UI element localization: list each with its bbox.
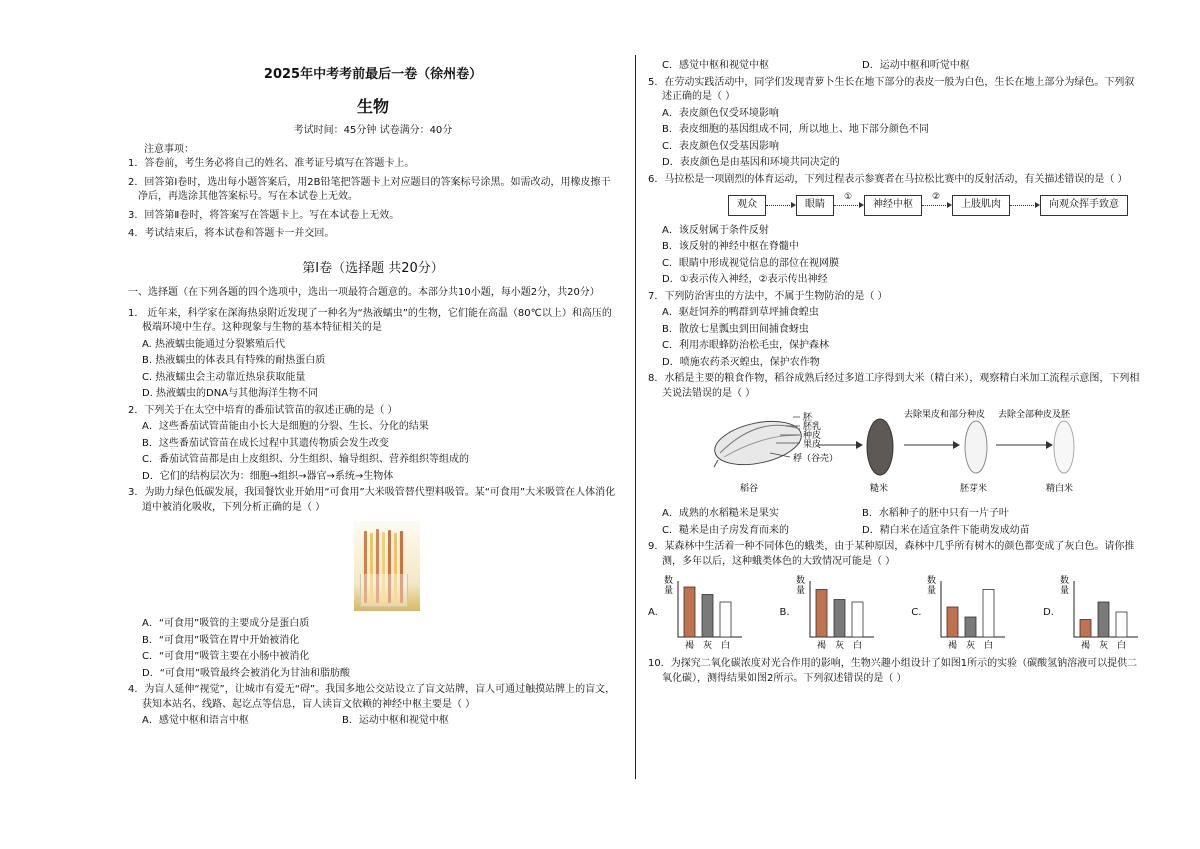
chart-option	[780, 575, 876, 651]
option: B．表皮细胞的基因组成不同，所以地上、地下部分颜色不同	[662, 124, 929, 135]
x-tick-label: 灰	[1098, 641, 1108, 651]
germ-rice	[965, 421, 987, 473]
y-axis-label: 量	[927, 586, 937, 596]
option: C．感觉中枢和视觉中枢	[662, 60, 769, 71]
question-stem: 7．下列防治害虫的方法中，不属于生物防治的是（ ）	[648, 290, 888, 302]
option: C．表皮颜色仅受基因影响	[662, 140, 779, 152]
label-endosperm: 胚乳	[803, 422, 822, 432]
y-axis-label: 量	[663, 586, 673, 596]
x-tick-label: 白	[984, 641, 994, 651]
option: A．“可食用”吸管的主要成分是蛋白质	[142, 618, 310, 630]
question-stem: 1． 近年来，科学家在深海热泉附近发现了一种名为“热液蠕虫”的生物，它们能在高温（80℃以上）和高压的极端环境中生存。这种现象与生物的基本特征相关的是	[128, 307, 612, 334]
option: A．驱赶饲养的鸭群到草坪捕食蝗虫	[662, 307, 819, 318]
option: A．成熟的水稻糙米是果实	[662, 508, 779, 519]
moth-color-charts	[648, 575, 1140, 651]
question-stem: 2．下列关于在太空中培育的番茄试管苗的叙述正确的是（ ）	[128, 404, 398, 416]
question-7	[648, 290, 1140, 371]
x-tick-label: 褐	[948, 641, 958, 651]
flow-box: 神经中枢	[864, 195, 922, 216]
option: C．利用赤眼蜂防治松毛虫，保护森林	[662, 340, 829, 351]
label-seedcoat: 种皮	[803, 431, 822, 441]
x-tick-label: 白	[1116, 641, 1126, 651]
chart-option	[911, 575, 1007, 651]
option: D．“可食用”吸管最终会被消化为甘油和脂肪酸	[142, 667, 351, 679]
option: D. 热液蠕虫的DNA与其他海洋生物不同	[142, 388, 319, 400]
flow-mark: ②	[932, 192, 941, 203]
question-6	[648, 173, 1140, 288]
chart-option-label: A.	[648, 606, 658, 618]
bar	[1080, 620, 1091, 638]
bar	[1098, 602, 1109, 637]
option: B．该反射的神经中枢在脊髓中	[662, 241, 799, 252]
label-embryo: 胚	[803, 413, 813, 423]
option: B．这些番茄试管苗在成长过程中其遗传物质会发生改变	[142, 437, 389, 449]
exam-title: 2025年中考考前最后一卷（徐州卷）	[263, 67, 483, 82]
x-tick-label: 白	[852, 641, 862, 651]
y-axis-label: 量	[795, 586, 805, 596]
label-white: 精白米	[1046, 484, 1074, 494]
option: D．表皮颜色是由基因和环境共同决定的	[662, 157, 840, 168]
notice-item: 2．回答第Ⅰ卷时，选出每小题答案后，用2B铅笔把答题卡上对应题目的答案标号涂黑。如需改动，用橡皮擦干净后，再选涂其他答案标号。写在本试卷上无效。	[128, 176, 611, 203]
y-axis-label: 数	[927, 576, 937, 586]
question-2	[128, 404, 618, 485]
notice-list	[128, 157, 618, 242]
rice-straw-photo	[354, 521, 420, 611]
bar-chart	[664, 575, 744, 651]
column-divider	[635, 55, 636, 779]
question-stem: 5．在劳动实践活动中，同学们发现青萝卜生长在地下部分的表皮一般为白色，生长在地上部分为绿色。下列叙述正确的是（ ）	[648, 76, 1135, 102]
question-5	[648, 76, 1140, 171]
section-instruction: 一、选择题（在下列各题的四个选项中，选出一项最符合题意的。本部分共10小题，每小题2分，共20分）	[128, 287, 600, 299]
question-stem: 8．水稻是主要的粮食作物，稻谷成熟后经过多道工序得到大米（精白米），观察精白米加工流程示意图，下列相关说法错误的是（ ）	[648, 373, 1140, 399]
x-tick-label: 灰	[834, 641, 844, 651]
white-rice	[1054, 421, 1074, 473]
option: D．①表示传入神经，②表示传出神经	[662, 274, 828, 285]
option: A．感觉中枢和语言中枢	[142, 715, 249, 727]
y-axis-label: 数	[1059, 576, 1069, 586]
reflex-flow-diagram	[728, 192, 1140, 216]
subject-title: 生物	[356, 96, 389, 116]
option: C．糙米是由子房发育而来的	[662, 524, 789, 536]
option: A．表皮颜色仅受环境影响	[662, 107, 779, 119]
notice-item: 3．回答第Ⅱ卷时，将答案写在答题卡上。写在本试卷上无效。	[128, 209, 400, 221]
label-germ: 胚芽米	[960, 484, 988, 494]
question-1	[128, 307, 618, 402]
label-paddy: 稻谷	[740, 484, 759, 494]
chart-option	[1043, 575, 1140, 651]
option: D．它们的结构层次为：细胞→组织→器官→系统→生物体	[142, 470, 394, 482]
option: C．眼睛中形成视觉信息的部位在视网膜	[662, 257, 839, 269]
question-10	[648, 657, 1140, 686]
question-8	[648, 372, 1140, 538]
option: A．这些番茄试管苗能由小长大是细胞的分裂、生长、分化的结果	[142, 421, 429, 433]
notice-item: 1．答卷前，考生务必将自己的姓名、准考证号填写在答题卡上。	[128, 158, 415, 170]
y-axis-label: 数	[663, 576, 673, 586]
flow-box: 眼睛	[796, 195, 834, 216]
bar	[965, 617, 976, 637]
x-tick-label: 褐	[684, 641, 694, 651]
left-column	[128, 58, 618, 731]
option: B．“可食用”吸管在胃中开始被消化	[142, 634, 300, 646]
brown-rice	[867, 419, 893, 475]
question-9	[648, 540, 1140, 651]
x-tick-label: 灰	[702, 641, 712, 651]
option: C. 热液蠕虫会主动靠近热泉获取能量	[142, 371, 306, 383]
section-title: 第Ⅰ卷（选择题 共20分）	[302, 260, 444, 276]
bar-chart	[927, 575, 1007, 651]
chart-option-label: B.	[779, 606, 790, 618]
option: B. 热液蠕虫的体表具有特殊的耐热蛋白质	[142, 355, 326, 367]
bar	[720, 602, 731, 637]
option: A．该反射属于条件反射	[662, 224, 769, 236]
label-step2: 去除全部种皮及胚	[998, 410, 1071, 420]
flow-box: 观众	[728, 195, 766, 216]
x-tick-label: 灰	[966, 641, 976, 651]
flow-box: 上肢肌肉	[952, 195, 1010, 216]
question-stem: 4．为盲人延伸“视觉”，让城市有爱无“碍”。我国多地公交站设立了盲文站牌，盲人可通过触摸站牌上的盲文，获知本站名、线路、起讫点等信息，盲人读盲文依赖的神经中枢主要是（ ）	[128, 684, 616, 710]
label-step1: 去除果皮和部分种皮	[904, 410, 986, 420]
y-axis-label: 量	[1059, 586, 1069, 596]
question-stem: 9．某森林中生活着一种不同体色的蛾类，由于某种原因，森林中几乎所有树木的颜色都变成了灰白色。请你推测，多年以后，这种蛾类体色的大致情况可能是（ ）	[648, 541, 1135, 567]
flow-mark: ①	[844, 192, 853, 203]
rice-diagram-svg	[648, 405, 1140, 505]
bar	[834, 600, 845, 638]
option: C．番茄试管苗都是由上皮组织、分生组织、输导组织、营养组织等组成的	[142, 454, 469, 466]
option: A. 热液蠕虫能通过分裂繁殖后代	[142, 338, 286, 350]
option: B．水稻种子的胚中只有一片子叶	[862, 508, 1009, 519]
question-4	[128, 683, 618, 729]
y-axis-label: 数	[795, 576, 805, 586]
option: D．运动中枢和听觉中枢	[862, 60, 970, 71]
bar	[816, 590, 827, 638]
x-tick-label: 白	[720, 641, 730, 651]
notice-item: 4．考试结束后，将本试卷和答题卡一并交回。	[128, 228, 335, 240]
question-stem: 10．为探究二氧化碳浓度对光合作用的影响，生物兴趣小组设计了如图1所示的实验（碳酸氢钠溶液可以提供二氧化碳），测得结果如图2所示。下列叙述错误的是（ ）	[648, 658, 1138, 684]
bar	[1116, 612, 1127, 637]
bar	[702, 595, 713, 638]
chart-option-label: C.	[911, 606, 922, 618]
notice-title: 注意事项：	[144, 143, 194, 155]
x-tick-label: 褐	[816, 641, 826, 651]
option: D．喷施农药杀灭蝗虫，保护农作物	[662, 356, 820, 368]
right-column	[648, 57, 1140, 688]
bar	[983, 590, 994, 638]
bar-chart	[796, 575, 876, 651]
option: B．运动中枢和视觉中枢	[342, 715, 449, 727]
bar	[852, 602, 863, 637]
label-husk: 稃（谷壳）	[793, 454, 839, 464]
bar	[947, 607, 958, 637]
flow-box: 向观众挥手致意	[1040, 195, 1128, 216]
option: C．“可食用”吸管主要在小肠中被消化	[142, 651, 310, 663]
label-brown: 糙米	[870, 484, 889, 494]
rice-processing-diagram	[648, 405, 1140, 505]
bar-chart	[1060, 575, 1140, 651]
chart-option	[648, 575, 744, 651]
option: D．精白米在适宜条件下能萌发成幼苗	[862, 524, 1030, 536]
chart-option-label: D.	[1043, 606, 1054, 618]
question-stem: 6．马拉松是一项剧烈的体育运动，下列过程表示参赛者在马拉松比赛中的反射活动，有关描述错误的是（ ）	[648, 173, 1128, 185]
x-tick-label: 褐	[1080, 641, 1090, 651]
question-3	[128, 486, 618, 681]
bar	[684, 587, 695, 637]
option: B．散放七星瓢虫到田间捕食蚜虫	[662, 323, 809, 335]
question-stem: 3．为助力绿色低碳发展，我国餐饮业开始用“可食用”大米吸管替代塑料吸管。某“可食用”大米吸管在人体消化道中被消化吸收，下列分析正确的是（ ）	[128, 487, 616, 513]
label-pericarp: 果皮	[803, 440, 822, 450]
exam-info: 考试时间：45分钟 试卷满分：40分	[293, 125, 453, 137]
